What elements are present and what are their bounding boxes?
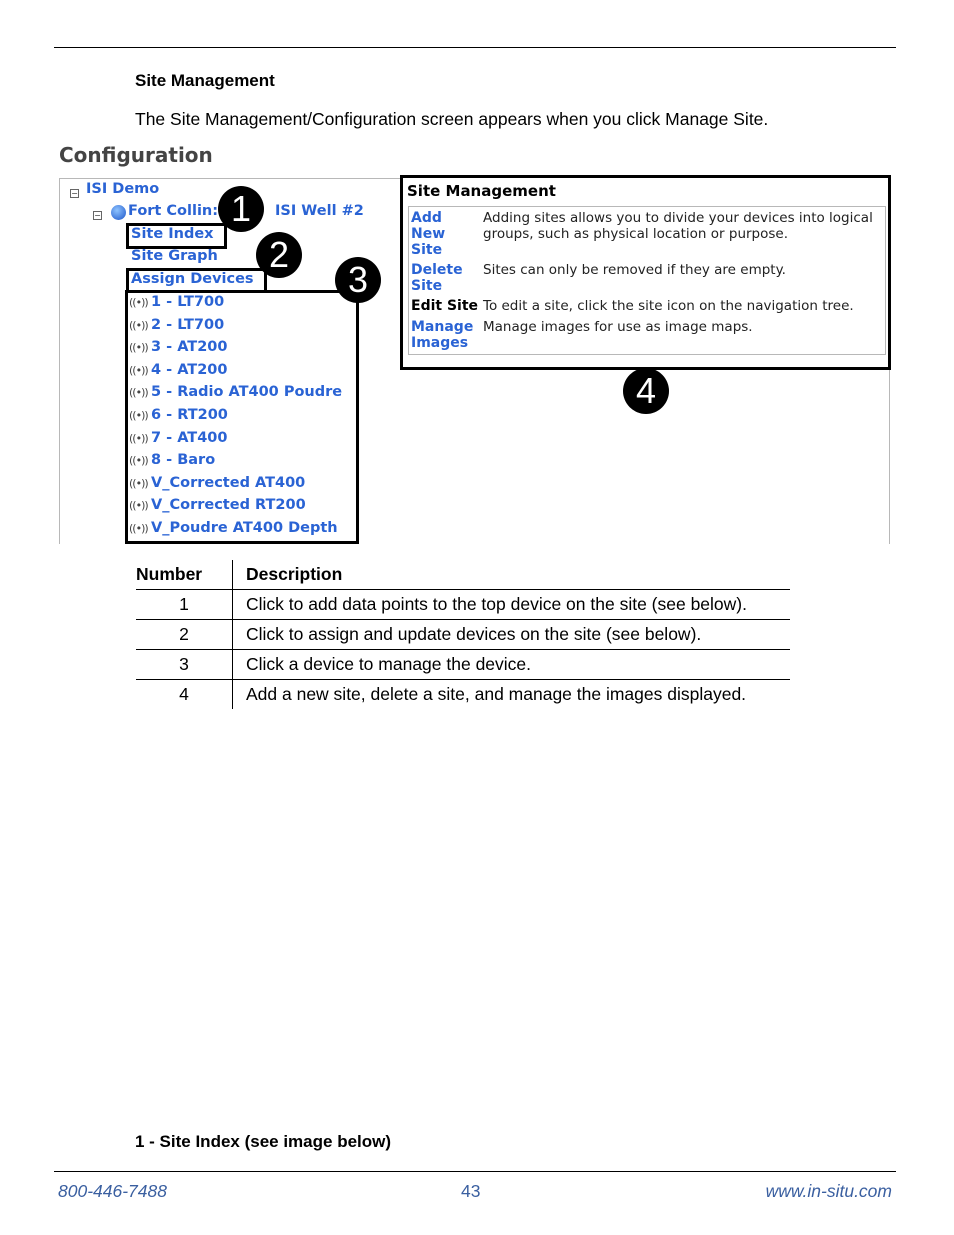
device-antenna-icon: ((•)) [129,476,148,490]
manage-images-label-line: Manage [411,319,474,335]
device-antenna-icon: ((•)) [129,296,148,309]
add-new-site-label-line: Site [411,242,443,258]
assign-devices-link[interactable]: Assign Devices [131,271,254,287]
device-antenna-icon: ((•)) [129,363,148,377]
manage-images-description: Manage images for use as image maps. [483,319,753,335]
row-description: Click to assign and update devices on the site (see below). [233,620,791,650]
device-antenna-icon: ((•)) [129,341,148,355]
callout-legend-table [136,560,790,709]
add-new-site-label-line: Add [411,210,442,226]
device-link[interactable]: 5 - Radio AT400 Poudre [151,384,343,401]
delete-site-label-line: Site [411,278,443,294]
frame-border-left [59,178,60,544]
collapse-icon[interactable]: − [71,189,78,198]
device-antenna-icon: ((•)) [129,318,148,332]
column-header-description: Description [233,560,791,590]
row-number: 3 [136,650,233,680]
device-antenna-icon: ((•)) [129,499,148,513]
callout-2: 2 [256,232,302,278]
device-antenna-icon: ((•)) [129,386,148,400]
header-rule [54,47,896,48]
edit-site-description: To edit a site, click the site icon on the navigation tree. [483,298,854,314]
manage-images-label-line: Images [411,335,469,351]
frame-border-right [889,368,890,544]
device-antenna-icon: ((•)) [129,409,148,422]
tree-root-link[interactable]: ISI Demo [86,181,160,197]
device-link[interactable]: V_Corrected RT200 [151,497,306,514]
configuration-title: Configuration [59,143,213,167]
device-link[interactable]: V_Corrected AT400 [151,474,306,491]
add-new-site-link[interactable] [411,210,445,258]
device-antenna-icon: ((•)) [129,454,148,468]
frame-border-top [59,178,401,179]
row-description: Click to add data points to the top device on the site (see below). [233,590,791,620]
device-link[interactable]: 7 - AT400 [151,429,228,446]
row-description: Click a device to manage the device. [233,650,791,680]
device-link[interactable]: 8 - Baro [151,452,216,469]
column-header-number: Number [136,560,233,590]
device-link[interactable]: 6 - RT200 [151,407,228,423]
device-link[interactable]: 4 - AT200 [151,361,228,378]
row-number: 1 [136,590,233,620]
sibling-site-link[interactable]: ISI Well #2 [275,203,364,219]
row-description: Add a new site, delete a site, and manage the images displayed. [246,684,747,704]
callout-3: 3 [335,257,381,303]
intro-paragraph: The Site Management/Configuration screen appears when you click Manage Site. [135,109,769,129]
table-row [136,590,790,620]
footer-phone: 800-446-7488 [58,1181,167,1201]
site-graph-link[interactable]: Site Graph [131,248,218,264]
next-section-heading: 1 - Site Index (see image below) [135,1132,392,1151]
device-link[interactable]: 2 - LT700 [151,316,225,333]
delete-site-description: Sites can only be removed if they are empty. [483,262,786,278]
delete-site-label-line: Delete [411,262,463,278]
site-globe-icon[interactable] [111,205,126,220]
footer-page-number: 43 [461,1181,481,1201]
device-link[interactable]: V_Poudre AT400 Depth [151,520,338,536]
device-antenna-icon: ((•)) [129,431,148,445]
table-header-row [136,560,790,590]
row-number: 4 [136,680,233,710]
footer-rule [54,1171,896,1172]
add-new-site-description: Adding sites allows you to divide your devices into logical groups, such as physical location or purpose. [483,210,873,242]
manage-images-link[interactable] [411,319,473,351]
site-index-link[interactable]: Site Index [131,226,214,242]
callout-1: 1 [218,186,264,232]
callout-4: 4 [623,368,669,414]
delete-site-link[interactable] [411,262,463,294]
device-link[interactable]: 3 - AT200 [151,339,228,356]
site-link[interactable]: Fort Collin: [128,203,219,219]
table-row [136,620,790,650]
table-row [136,650,790,680]
table-row [136,680,790,710]
collapse-icon[interactable]: − [94,211,101,220]
device-antenna-icon: ((•)) [129,522,148,535]
footer-website[interactable]: www.in-situ.com [765,1181,892,1201]
section-heading: Site Management [135,71,275,90]
add-new-site-label-line: New [411,226,446,242]
row-number: 2 [136,620,233,650]
edit-site-label: Edit Site [411,298,479,314]
highlight-box-devices [125,290,359,544]
site-management-title: Site Management [407,182,556,200]
highlight-box-site-index [126,223,227,249]
device-link[interactable]: 1 - LT700 [151,294,225,310]
